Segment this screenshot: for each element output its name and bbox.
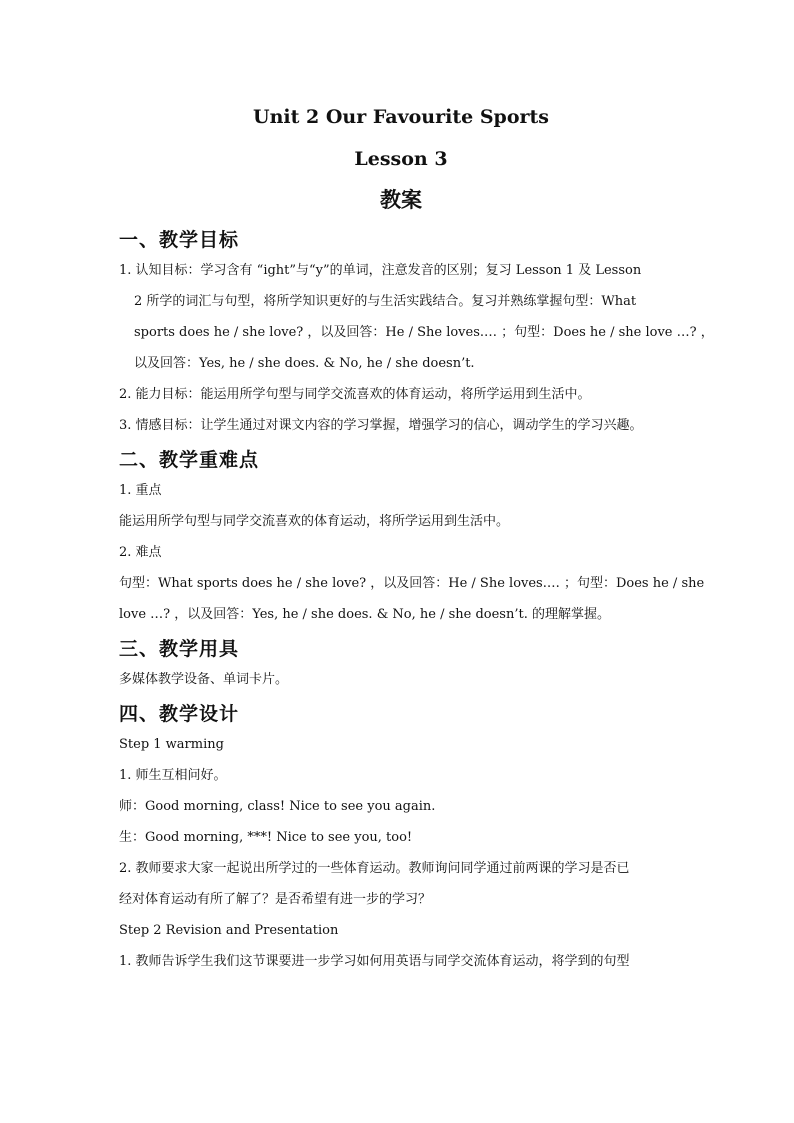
objective-2: 2. 能力目标：能运用所学句型与同学交流喜欢的体育运动，将所学运用到生活中。 [119,387,591,402]
teacher-line: 师：Good morning, class! Nice to see you again. [119,799,436,814]
step-2-item-1: 1. 教师告诉学生我们这节课要进一步学习如何用英语与同学交流体育运动，将学到的句型 [119,954,630,969]
objective-1-line-1: 1. 认知目标：学习含有 “ight”与“y”的单词，注意发音的区别；复习 Lesson 1 及 Lesson [119,263,642,278]
step-1-title: Step 1 warming [119,737,224,752]
lesson-title: Lesson 3 [354,148,448,170]
objective-1-line-4: 以及回答：Yes, he / she does. & No, he / she doesn’t. [134,356,475,371]
section-heading-materials: 三、教学用具 [119,638,240,660]
key-point-text: 能运用所学句型与同学交流喜欢的体育运动，将所学运用到生活中。 [119,514,510,529]
step-2-title: Step 2 Revision and Presentation [119,923,339,938]
step-1-item-2-line-1: 2. 教师要求大家一起说出所学过的一些体育运动。教师询问同学通过前两课的学习是否已 [119,861,630,876]
section-heading-design: 四、教学设计 [119,703,240,725]
document-content [119,101,714,977]
section-heading-key-points: 二、教学重难点 [119,449,260,471]
step-1-item-2-line-2: 经对体育运动有所了解了？是否希望有进一步的学习？ [119,892,432,907]
materials-text: 多媒体教学设备、单词卡片。 [119,672,289,687]
document-title: Unit 2 Our Favourite Sports [253,106,549,128]
key-point-label: 1. 重点 [119,483,162,498]
objective-1-line-3: sports does he / she love? ，以及回答：He / She loves.… ；句型：Does he / she love …? ， [134,325,714,340]
difficulty-line-2: love …? ，以及回答：Yes, he / she does. & No, he / she doesn’t. 的理解掌握。 [119,607,610,622]
objective-1-line-2: 2 所学的词汇与句型，将所学知识更好的与生活实践结合。复习并熟练掌握句型：What [134,294,637,309]
document-kind: 教案 [380,187,422,212]
objective-3: 3. 情感目标：让学生通过对课文内容的学习掌握，增强学习的信心，调动学生的学习兴趣。 [119,418,643,433]
student-line: 生：Good morning, ***! Nice to see you, too! [119,830,413,845]
section-heading-objectives: 一、教学目标 [119,229,240,251]
difficulty-label: 2. 难点 [119,545,162,560]
step-1-item-1: 1. 师生互相问好。 [119,768,227,783]
difficulty-line-1: 句型：What sports does he / she love? ，以及回答：He / She loves.… ；句型：Does he / she [119,576,705,591]
